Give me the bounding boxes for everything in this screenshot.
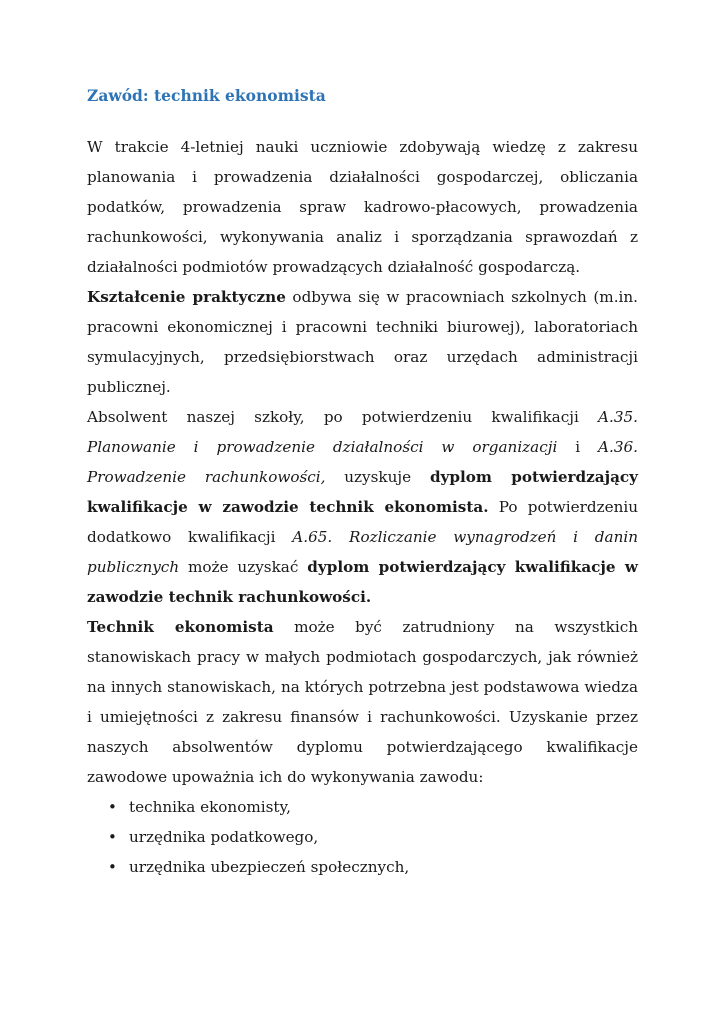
practical-text: odbywa się w pracowniach szkolnych (m.in. pracowni ekonomicznej i pracowni techniki biurowej), laboratoriach symulacyjnych, przedsiębiorstwach oraz urzędach administracji publicznej.	[87, 288, 638, 396]
bullet-icon: •	[108, 858, 117, 876]
practical-heading: Kształcenie praktyczne	[87, 288, 286, 306]
list-item	[108, 822, 638, 852]
graduate-text-2: i	[557, 438, 599, 456]
list-item	[108, 852, 638, 882]
list-item-text: urzędnika podatkowego,	[129, 828, 319, 846]
graduate-text-1: Absolwent naszej szkoły, po potwierdzeniu kwalifikacji	[87, 408, 599, 426]
practical-paragraph	[87, 282, 638, 402]
list-item	[108, 792, 638, 822]
bullet-icon: •	[108, 798, 117, 816]
graduate-text-5: może uzyskać	[179, 558, 308, 576]
intro-paragraph: W trakcie 4-letniej nauki uczniowie zdobywają wiedzę z zakresu planowania i prowadzenia działalności gospodarczej, obliczania podatków, prowadzenia spraw kadrowo-płacowych, prowadzenia rachunkowości, wykonywania analiz i sporządzania sprawozdań z działalności podmiotów prowadzących działalność gospodarczą.	[87, 138, 638, 276]
graduate-text-3: uzyskuje	[325, 468, 430, 486]
bullet-icon: •	[108, 828, 117, 846]
graduate-text-4: Po potwierdzeniu dodatkowo kwalifikacji	[87, 498, 638, 546]
profession-list	[87, 792, 638, 882]
employment-paragraph	[87, 612, 638, 792]
qualification-a35: A.35. Planowanie i prowadzenie działalności w organizacji	[87, 408, 638, 456]
qualification-a36: A.36. Prowadzenie rachunkowości,	[87, 438, 638, 486]
graduate-paragraph	[87, 402, 638, 612]
document-title: Zawód: technik ekonomista	[87, 86, 326, 105]
list-item-text: urzędnika ubezpieczeń społecznych,	[129, 858, 410, 876]
employment-heading: Technik ekonomista	[87, 618, 274, 636]
document-body	[87, 132, 638, 882]
diploma-accounting: dyplom potwierdzający kwalifikacje w zawodzie technik rachunkowości.	[87, 558, 638, 606]
qualification-a65: A.65. Rozliczanie wynagrodzeń i danin publicznych	[87, 528, 638, 576]
list-item-text: technika ekonomisty,	[129, 798, 291, 816]
diploma-economist: dyplom potwierdzający kwalifikacje w zawodzie technik ekonomista.	[87, 468, 639, 516]
employment-text: może być zatrudniony na wszystkich stanowiskach pracy w małych podmiotach gospodarczych, jak również na innych stanowiskach, na których potrzebna jest podstawowa wiedza i umiejętności z zakresu finansów i rachunkowości. Uzyskanie przez naszych absolwentów dyplomu potwierdzającego kwalifikacje zawodowe upoważnia ich do wykonywania zawodu:	[87, 618, 638, 786]
